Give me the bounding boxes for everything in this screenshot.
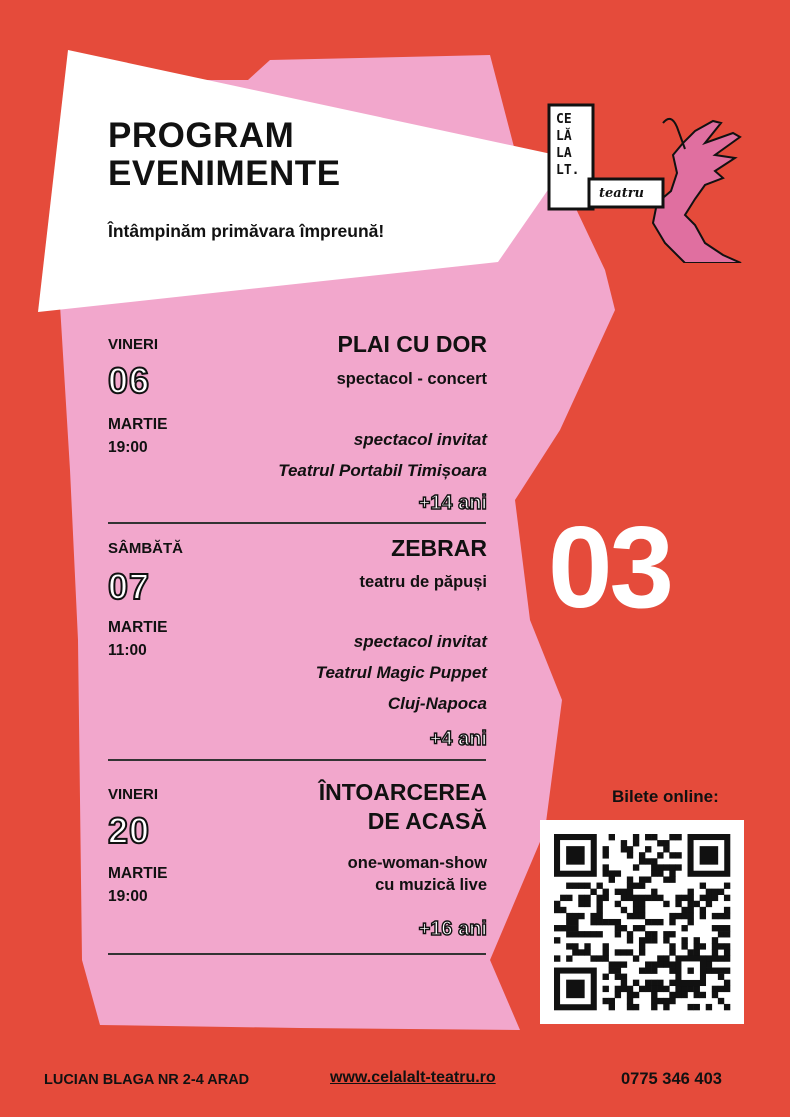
event-2-invited: spectacol invitat Teatrul Magic Puppet Cluj-Napoca (315, 632, 487, 713)
event-3-title: ÎNTOARCEREA DE ACASĂ (318, 779, 487, 834)
separator (108, 522, 486, 524)
event-2-date: 07 (108, 566, 151, 607)
event-2-title: ZEBRAR (391, 535, 487, 561)
separator (108, 953, 486, 955)
event-2-age: +4 ani (429, 728, 487, 750)
month-number: 03 (548, 502, 672, 632)
event-2-type: teatru de păpuși (359, 573, 487, 591)
separator (108, 759, 486, 761)
tickets-label: Bilete online: (612, 787, 719, 806)
event-3-age: +16 ani (418, 918, 487, 940)
event-1-title: PLAI CU DOR (337, 331, 487, 357)
qr-code-icon[interactable] (540, 820, 744, 1024)
event-1-age: +14 ani (418, 492, 487, 514)
event-1-datetime: MARTIE 19:00 (108, 416, 168, 456)
footer-phone: 0775 346 403 (621, 1070, 722, 1088)
footer-address: LUCIAN BLAGA NR 2-4 ARAD (44, 1072, 250, 1088)
theatre-logo (545, 103, 745, 263)
page-title: PROGRAM EVENIMENTE (108, 116, 341, 193)
logo-teatru: teatru (599, 186, 645, 201)
event-3-type: one-woman-show cu muzică live (347, 854, 487, 894)
page-subtitle: Întâmpinăm primăvara împreună! (108, 221, 385, 241)
event-1-invited: spectacol invitat Teatrul Portabil Timișoara (278, 430, 487, 480)
logo-letters: CE LĂ LA LT. (556, 112, 580, 178)
event-2-day: SÂMBĂTĂ (108, 540, 183, 557)
website-link[interactable]: www.celalalt-teatru.ro (330, 1069, 496, 1086)
event-3-day: VINERI (108, 786, 159, 803)
event-1-type: spectacol - concert (336, 370, 487, 388)
event-3-date: 20 (108, 810, 151, 851)
event-2-datetime: MARTIE 11:00 (108, 619, 168, 659)
event-3-datetime: MARTIE 19:00 (108, 865, 168, 905)
event-1-day: VINERI (108, 336, 159, 353)
event-1-date: 06 (108, 360, 151, 401)
